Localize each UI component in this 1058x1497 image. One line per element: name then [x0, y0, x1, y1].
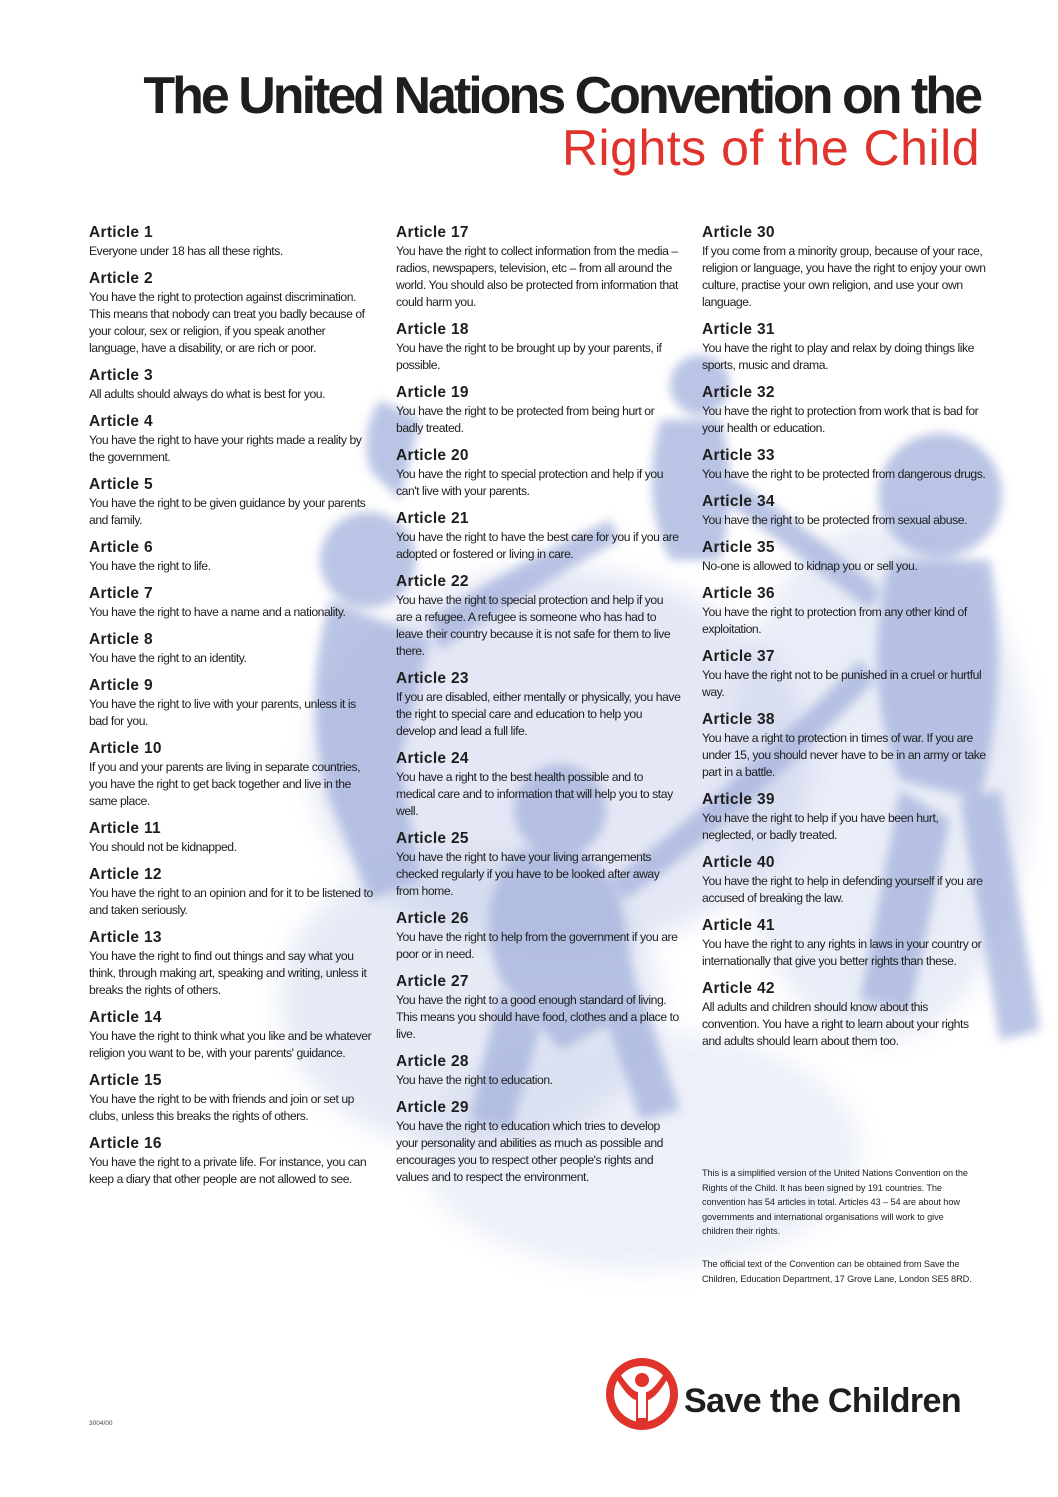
article-entry	[89, 631, 374, 667]
article-title: Article 21	[396, 510, 469, 527]
article-text: All adults and children should know about this convention. You have a right to learn about your rights and adults should learn about them too.	[702, 1000, 969, 1048]
article-title: Article 8	[89, 631, 153, 648]
article-title: Article 1	[89, 224, 153, 241]
article-text: You have the right to special protection and help if you can't live with your parents.	[396, 467, 664, 498]
article-entry	[702, 854, 987, 907]
article-text: You have the right to be brought up by your parents, if possible.	[396, 341, 662, 372]
article-text: You have the right to collect information from the media – radios, newspapers, television, etc – from all around the world. You should also be protected from information that could harm you.	[396, 244, 678, 309]
official-text-note: The official text of the Convention can be obtained from Save the Children, Education Department, 17 Grove Lane, London SE5 8RD.	[702, 1259, 972, 1284]
article-text: You have the right to be given guidance by your parents and family.	[89, 496, 366, 527]
article-title: Article 30	[702, 224, 775, 241]
article-title: Article 12	[89, 866, 162, 883]
article-text: No-one is allowed to kidnap you or sell you.	[702, 559, 918, 573]
article-title: Article 19	[396, 384, 469, 401]
article-entry	[89, 740, 374, 810]
articles-column-2	[396, 224, 681, 1196]
article-entry	[89, 1072, 374, 1125]
article-title: Article 4	[89, 413, 153, 430]
article-text: You have the right to a private life. For instance, you can keep a diary that other people are not allowed to see.	[89, 1155, 367, 1186]
article-title: Article 18	[396, 321, 469, 338]
article-text: You have the right to help from the government if you are poor or in need.	[396, 930, 678, 961]
article-entry	[89, 413, 374, 466]
article-title: Article 38	[702, 711, 775, 728]
article-text: Everyone under 18 has all these rights.	[89, 244, 283, 258]
article-entry	[89, 367, 374, 403]
article-title: Article 39	[702, 791, 775, 808]
article-entry	[89, 929, 374, 999]
article-entry	[702, 321, 987, 374]
article-entry	[89, 820, 374, 856]
article-entry	[89, 224, 374, 260]
article-entry	[702, 711, 987, 781]
page-subtitle: Rights of the Child	[561, 120, 980, 176]
article-title: Article 14	[89, 1009, 162, 1026]
article-entry	[89, 539, 374, 575]
article-text: You have the right to help in defending yourself if you are accused of breaking the law.	[702, 874, 983, 905]
article-title: Article 36	[702, 585, 775, 602]
article-entry	[396, 447, 681, 500]
article-text: If you come from a minority group, because of your race, religion or language, you have the right to enjoy your own culture, practise your own religion, and use your own language.	[702, 244, 986, 309]
article-entry	[396, 1099, 681, 1186]
article-entry	[396, 910, 681, 963]
article-title: Article 31	[702, 321, 775, 338]
article-text: You have the right to be with friends and join or set up clubs, unless this breaks the rights of others.	[89, 1092, 355, 1123]
article-entry	[702, 493, 987, 529]
article-title: Article 17	[396, 224, 469, 241]
article-title: Article 26	[396, 910, 469, 927]
article-entry	[702, 980, 987, 1050]
article-entry	[89, 270, 374, 357]
articles-column-3	[702, 224, 987, 1060]
article-title: Article 37	[702, 648, 775, 665]
page-title: The United Nations Convention on the	[143, 67, 980, 125]
article-entry	[396, 384, 681, 437]
article-text: All adults should always do what is best for you.	[89, 387, 326, 401]
article-entry	[702, 648, 987, 701]
article-title: Article 22	[396, 573, 469, 590]
document-code: 3004/00	[89, 1420, 113, 1427]
article-entry	[89, 1135, 374, 1188]
article-title: Article 9	[89, 677, 153, 694]
article-text: You should not be kidnapped.	[89, 840, 237, 854]
article-title: Article 33	[702, 447, 775, 464]
article-entry	[702, 224, 987, 311]
article-title: Article 29	[396, 1099, 469, 1116]
article-text: You have the right to life.	[89, 559, 211, 573]
article-title: Article 32	[702, 384, 775, 401]
article-title: Article 13	[89, 929, 162, 946]
article-entry	[702, 384, 987, 437]
article-title: Article 41	[702, 917, 775, 934]
articles-column-1	[89, 224, 374, 1198]
article-title: Article 35	[702, 539, 775, 556]
article-text: You have the right to any rights in laws in your country or internationally that give you better rights than these.	[702, 937, 982, 968]
article-text: You have the right to special protection and help if you are a refugee. A refugee is someone who has had to leave their country because it is not safe for them to live there.	[396, 593, 671, 658]
article-text: You have the right to help if you have been hurt, neglected, or badly treated.	[702, 811, 939, 842]
article-title: Article 11	[89, 820, 161, 837]
save-the-children-logo	[602, 1352, 982, 1434]
article-entry	[702, 585, 987, 638]
article-entry	[702, 539, 987, 575]
article-text: You have the right not to be punished in a cruel or hurtful way.	[702, 668, 982, 699]
article-entry	[702, 917, 987, 970]
article-entry	[89, 677, 374, 730]
article-title: Article 42	[702, 980, 775, 997]
article-text: You have the right to have your rights made a reality by the government.	[89, 433, 362, 464]
article-title: Article 28	[396, 1053, 469, 1070]
article-text: You have the right to be protected from sexual abuse.	[702, 513, 968, 527]
article-text: You have the right to have your living arrangements checked regularly if you have to be looked after away from home.	[396, 850, 660, 898]
article-text: You have the right to an identity.	[89, 651, 247, 665]
article-title: Article 23	[396, 670, 469, 687]
article-title: Article 5	[89, 476, 153, 493]
article-title: Article 24	[396, 750, 469, 767]
article-entry	[396, 1053, 681, 1089]
article-title: Article 15	[89, 1072, 162, 1089]
article-entry	[396, 321, 681, 374]
article-text: You have the right to a good enough standard of living. This means you should have food, clothes and a place to live.	[396, 993, 679, 1041]
article-entry	[396, 750, 681, 820]
article-title: Article 2	[89, 270, 153, 287]
article-text: You have the right to an opinion and for it to be listened to and taken seriously.	[89, 886, 373, 917]
article-text: You have the right to protection from work that is bad for your health or education.	[702, 404, 979, 435]
article-text: If you and your parents are living in separate countries, you have the right to get back together and live in the same place.	[89, 760, 361, 808]
article-text: You have the right to protection against discrimination. This means that nobody can treat you badly because of your colour, sex or religion, if you speak another language, have a disability, or are rich or poor.	[89, 290, 365, 355]
article-text: You have the right to be protected from dangerous drugs.	[702, 467, 986, 481]
article-text: You have the right to have a name and a nationality.	[89, 605, 346, 619]
article-title: Article 16	[89, 1135, 162, 1152]
article-title: Article 34	[702, 493, 775, 510]
article-title: Article 7	[89, 585, 153, 602]
article-text: You have the right to education.	[396, 1073, 553, 1087]
article-title: Article 25	[396, 830, 469, 847]
article-text: If you are disabled, either mentally or physically, you have the right to special care and education to help you develop and lead a full life.	[396, 690, 681, 738]
article-text: You have the right to be protected from being hurt or badly treated.	[396, 404, 655, 435]
article-text: You have a right to protection in times of war. If you are under 15, you should never have to be in an army or take part in a battle.	[702, 731, 986, 779]
article-entry	[396, 830, 681, 900]
article-text: You have the right to play and relax by doing things like sports, music and drama.	[702, 341, 975, 372]
article-entry	[396, 224, 681, 311]
article-title: Article 10	[89, 740, 162, 757]
article-entry	[89, 476, 374, 529]
article-entry	[396, 670, 681, 740]
article-title: Article 3	[89, 367, 153, 384]
article-text: You have the right to think what you like and be whatever religion you want to be, with your parents' guidance.	[89, 1029, 372, 1060]
article-entry	[89, 866, 374, 919]
article-text: You have the right to have the best care for you if you are adopted or fostered or living in care.	[396, 530, 679, 561]
article-text: You have a right to the best health possible and to medical care and to information that will help you to stay well.	[396, 770, 673, 818]
article-entry	[702, 791, 987, 844]
article-entry	[396, 973, 681, 1043]
article-text: You have the right to protection from any other kind of exploitation.	[702, 605, 967, 636]
article-entry	[396, 510, 681, 563]
article-entry	[89, 1009, 374, 1062]
article-title: Article 20	[396, 447, 469, 464]
article-text: You have the right to education which tries to develop your personality and abilities as much as possible and encourages you to respect other people's rights and values and to respect the environment.	[396, 1119, 664, 1184]
article-title: Article 40	[702, 854, 775, 871]
article-entry	[396, 573, 681, 660]
child-raised-arms-icon	[602, 1352, 682, 1432]
article-title: Article 6	[89, 539, 153, 556]
article-text: You have the right to live with your parents, unless it is bad for you.	[89, 697, 356, 728]
article-entry	[702, 447, 987, 483]
article-title: Article 27	[396, 973, 469, 990]
article-text: You have the right to find out things and say what you think, through making art, speaking and writing, unless it breaks the rights of others.	[89, 949, 367, 997]
simplified-version-note: This is a simplified version of the United Nations Convention on the Rights of the Child. It has been signed by 191 countries. The convention has 54 articles in total. Articles 43 – 54 are about how governments and international organisations will work to give children their rights.	[702, 1168, 968, 1236]
logo-text: Save the Children	[684, 1382, 961, 1420]
article-entry	[89, 585, 374, 621]
